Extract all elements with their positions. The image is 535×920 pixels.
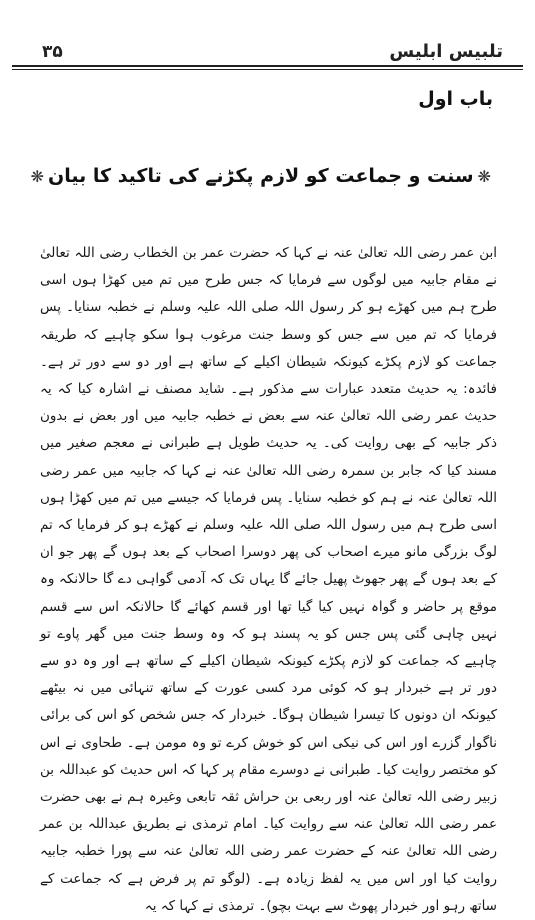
- chapter-title: باب اول: [418, 88, 493, 110]
- section-heading: [30, 165, 495, 187]
- body-paragraph: ابن عمر رضی اللہ تعالیٰ عنہ نے کہا کہ حضرت عمر بن الخطاب رضی اللہ تعالیٰ نے مقام جابیہ میں لوگوں سے فرمایا کہ جس طرح میں تم میں کھڑا ہوں اسی طرح ہم میں کھڑے ہو کر رسول اللہ صلی اللہ علیہ وسلم نے خطبہ سنایا۔ پس فرمایا کہ تم میں سے جس کو وسط جنت مرغوب ہوا سکو چاہیے کہ طریقہ جماعت کو لازم پکڑے کیونکہ شیطان اکیلے کے ساتھ ہے اور دو سے دور تر ہے۔ فائدہ: یہ حدیث متعدد عبارات سے مذکور ہے۔ شاید مصنف نے اشارہ کیا کہ یہ حدیث عمر رضی اللہ تعالیٰ عنہ سے بعض نے خطبہ جابیہ میں اور بعض نے بدون ذکر جابیہ کے بھی روایت کی۔ یہ حدیث طویل ہے طبرانی نے معجم صغیر میں مسند کیا کہ جابر بن سمرہ رضی اللہ تعالیٰ عنہ نے کہا کہ جابیہ میں عمر رضی اللہ تعالیٰ عنہ نے ہم کو خطبہ سنایا۔ پس فرمایا کہ جیسے میں تم میں کھڑا ہوں اسی طرح ہم میں رسول اللہ صلی اللہ علیہ وسلم نے کھڑے ہو کر فرمایا کہ تم لوگ بزرگی مانو میرے اصحاب کی پھر دوسرا اصحاب کے بعد ہوں گے پھر جو ان کے بعد ہوں گے پھر جھوٹ پھیل جائے گا یہاں تک کہ آدمی گواہی دے گا حالانکہ وہ موقع پر حاضر و گواہ نہیں کیا گیا تھا اور قسم کھائے گا حالانکہ اس سے قسم نہیں چاہی گئی پس جس کو یہ پسند ہو کہ وہ وسط جنت میں گھر پاوے تو چاہیے کہ جماعت کو لازم پکڑے کیونکہ شیطان اکیلے کے ساتھ ہے اور وہ دو سے دور تر ہے خبردار ہو کہ کوئی مرد کسی عورت کے ساتھ تنہائی میں نہ بیٹھے کیونکہ ان دونوں کا تیسرا شیطان ہوگا۔ خبردار کہ جس شخص کو اس کی برائی ناگوار گزرے اور اس کی نیکی اس کو خوش کرے تو وہ مومن ہے۔ طحاوی نے اس کو مختصر روایت کیا۔ طبرانی نے دوسرے مقام پر کہا کہ اس حدیث کو عبداللہ بن زبیر رضی اللہ تعالیٰ عنہ اور ربعی بن حراش ثقہ تابعی وغیرہ ہم نے بھی حضرت عمر رضی اللہ تعالیٰ عنہ سے روایت کیا۔ امام ترمذی نے بطریق عبداللہ بن عمر رضی اللہ تعالیٰ عنہ کے حضرت عمر رضی اللہ تعالیٰ عنہ سے پورا خطبہ جابیہ روایت کیا اور اس میں یہ لفظ زیادہ ہے۔ (لوگو تم پر فرض ہے کہ جماعت کے ساتھ رہو اور خبردار پھوٹ سے بہت بچو)۔ ترمذی نے کہا کہ یہ: [40, 245, 497, 914]
- page-header: [22, 30, 513, 62]
- header-divider-thin: [12, 69, 523, 70]
- body-text: [40, 240, 497, 920]
- page-number: ۳۵: [42, 42, 63, 62]
- section-heading-text: سنت و جماعت کو لازم پکڑنے کی تاکید کا بیان: [48, 165, 474, 187]
- ornament-icon: ❋: [477, 167, 491, 186]
- ornament-icon: ❋: [30, 167, 45, 186]
- header-divider: [12, 65, 523, 67]
- book-title: تلبیس ابلیس: [389, 41, 503, 62]
